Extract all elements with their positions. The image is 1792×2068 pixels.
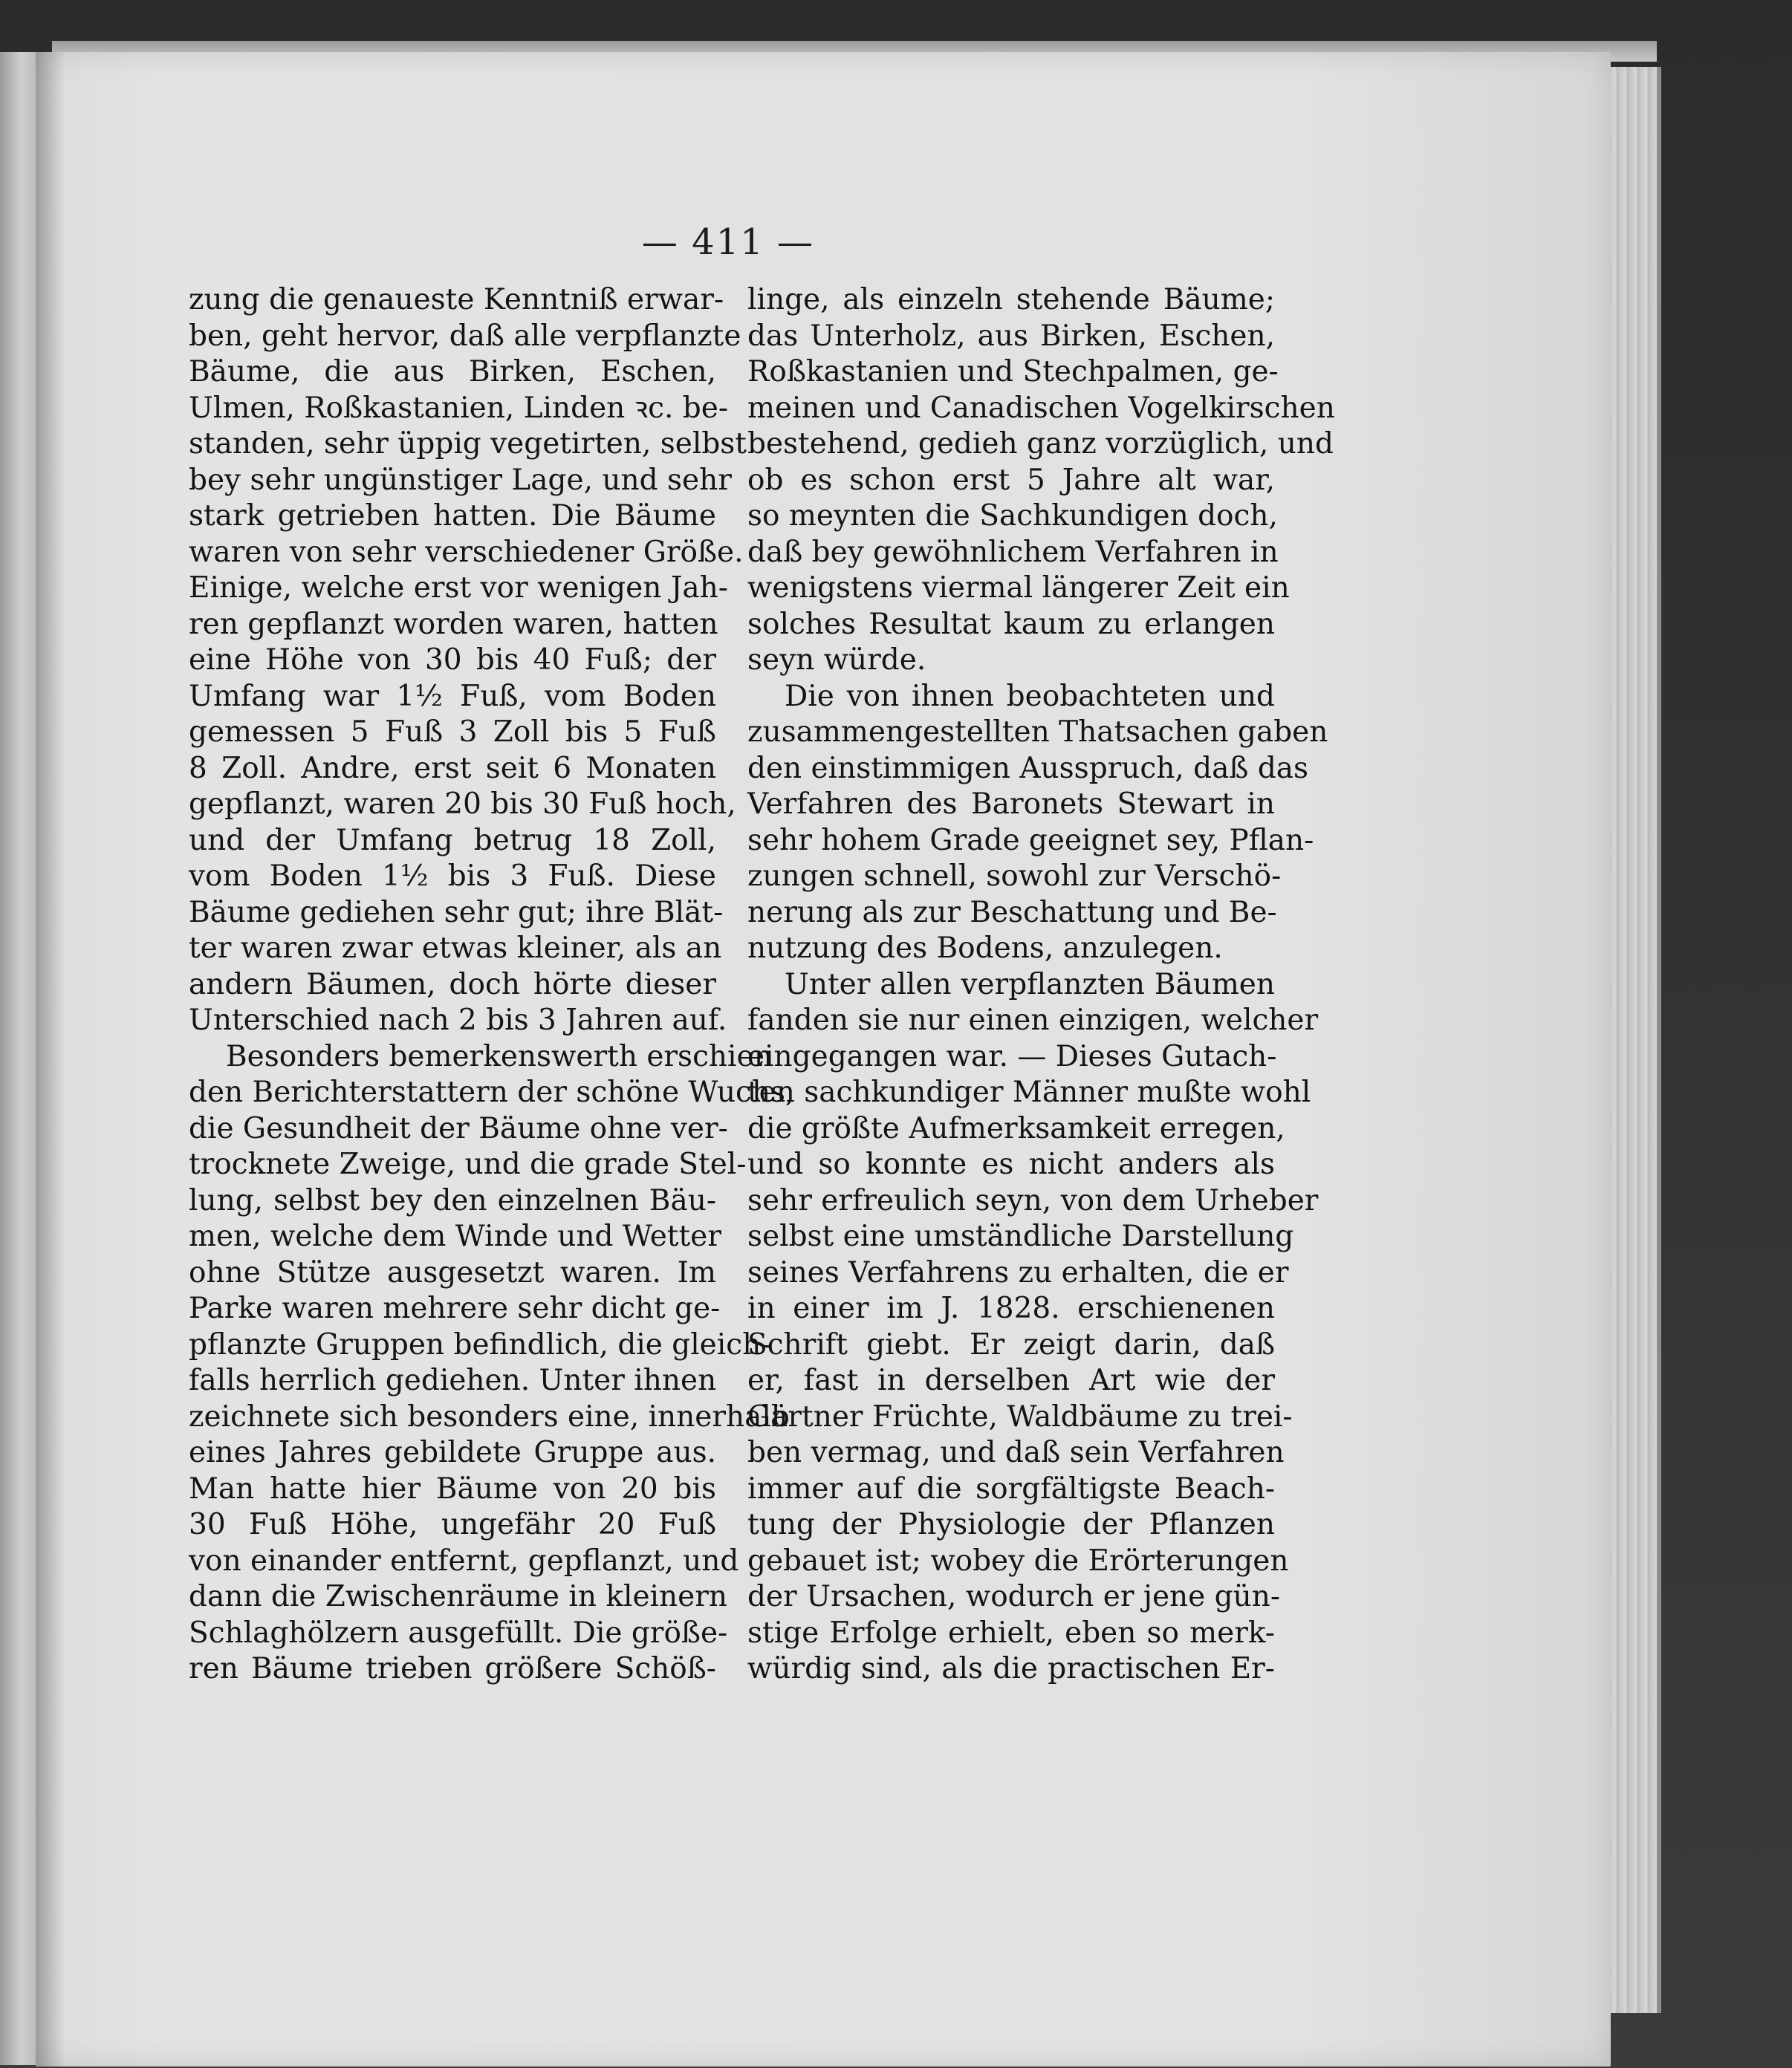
left-text-column [189, 282, 795, 1688]
text-line: so meynten die Sachkundigen doch, [747, 499, 1278, 533]
text-line: 30 Fuß Höhe, ungefähr 20 Fuß [189, 1508, 716, 1541]
text-line: sehr erfreulich seyn, von dem Urheber [747, 1183, 1319, 1217]
text-line: Die von ihnen beobachteten und [785, 679, 1275, 713]
text-line: ben vermag, und daß sein Verfahren [747, 1436, 1285, 1469]
text-line: waren von sehr verschiedener Größe. [189, 535, 744, 569]
gutter-shadow [36, 52, 65, 2067]
text-line: eines Jahres gebildete Gruppe aus. [189, 1436, 716, 1469]
text-line: linge, als einzeln stehende Bäume; [747, 283, 1275, 316]
text-line: Ulmen, Roßkastanien, Linden ꝛc. be- [189, 391, 729, 425]
text-line: ren Bäume trieben größere Schöß- [189, 1652, 716, 1685]
text-line: immer auf die sorgfältigste Beach- [747, 1472, 1275, 1506]
text-line: tung der Physiologie der Pflanzen [747, 1508, 1275, 1541]
text-line: Unterschied nach 2 bis 3 Jahren auf. [189, 1004, 727, 1037]
text-line: ob es schon erst 5 Jahre alt war, [747, 463, 1275, 497]
text-line: Man hatte hier Bäume von 20 bis [189, 1472, 716, 1506]
text-line: vom Boden 1½ bis 3 Fuß. Diese [189, 859, 716, 893]
text-line: Bäume, die aus Birken, Eschen, [189, 355, 716, 388]
text-line: gemessen 5 Fuß 3 Zoll bis 5 Fuß [189, 715, 716, 749]
text-line: Umfang war 1½ Fuß, vom Boden [189, 679, 716, 713]
text-line: standen, sehr üppig vegetirten, selbst [189, 427, 747, 461]
text-line: ter waren zwar etwas kleiner, als an [189, 931, 722, 965]
text-line: ten sachkundiger Männer mußte wohl [747, 1076, 1311, 1109]
text-line: solches Resultat kaum zu erlangen [747, 607, 1275, 641]
text-line: das Unterholz, aus Birken, Eschen, [747, 319, 1275, 353]
text-line: Roßkastanien und Stechpalmen, ge- [747, 355, 1279, 388]
text-line: eingegangen war. — Dieses Gutach- [747, 1039, 1277, 1073]
text-line: lung, selbst bey den einzelnen Bäu- [189, 1183, 716, 1217]
text-line: er, fast in derselben Art wie der [747, 1364, 1275, 1397]
text-line: Schlaghölzern ausgefüllt. Die größe- [189, 1616, 728, 1650]
text-line: gebauet ist; wobey die Erörterungen [747, 1544, 1289, 1578]
text-line: gepflanzt, waren 20 bis 30 Fuß hoch, [189, 787, 736, 821]
text-line: eine Höhe von 30 bis 40 Fuß; der [189, 643, 716, 677]
text-line: Unter allen verpflanzten Bäumen [785, 967, 1275, 1001]
text-line: Schrift giebt. Er zeigt darin, daß [747, 1327, 1275, 1362]
text-line: und so konnte es nicht anders als [747, 1148, 1275, 1181]
text-line: selbst eine umständliche Darstellung [747, 1220, 1294, 1253]
text-line: zung die genaueste Kenntniß erwar- [189, 283, 724, 316]
text-line: men, welche dem Winde und Wetter [189, 1220, 721, 1253]
text-line: Bäume gediehen sehr gut; ihre Blät- [189, 895, 724, 929]
text-line: wenigstens viermal längerer Zeit ein [747, 571, 1290, 605]
text-line: ren gepflanzt worden waren, hatten [189, 607, 718, 641]
text-line: würdig sind, als die practischen Er- [747, 1652, 1275, 1685]
text-line: zeichnete sich besonders eine, innerhalb [189, 1399, 790, 1434]
text-line: die größte Aufmerksamkeit erregen, [747, 1111, 1285, 1145]
text-line: bey sehr ungünstiger Lage, und sehr [189, 463, 732, 497]
text-line: zusammengestellten Thatsachen gaben [747, 715, 1328, 749]
page-stack-right-edge [1611, 67, 1661, 2013]
text-line: zungen schnell, sowohl zur Verschö- [747, 859, 1282, 893]
text-line: 8 Zoll. Andre, erst seit 6 Monaten [189, 751, 716, 785]
text-line: die Gesundheit der Bäume ohne ver- [189, 1111, 728, 1145]
text-line: sehr hohem Grade geeignet sey, Pflan- [747, 823, 1314, 857]
text-line: seyn würde. [747, 643, 926, 677]
text-line: meinen und Canadischen Vogelkirschen [747, 391, 1335, 425]
right-text-column [747, 282, 1335, 1688]
text-line: pflanzte Gruppen befindlich, die gleich- [189, 1327, 771, 1362]
text-line: Parke waren mehrere sehr dicht ge- [189, 1292, 721, 1325]
text-line: Besonders bemerkenswerth erschien [226, 1039, 773, 1073]
text-line: dann die Zwischenräume in kleinern [189, 1580, 727, 1613]
text-line: der Ursachen, wodurch er jene gün- [747, 1580, 1281, 1613]
text-line: fanden sie nur einen einzigen, welcher [747, 1004, 1319, 1037]
text-line: seines Verfahrens zu erhalten, die er [747, 1255, 1289, 1290]
text-line: nutzung des Bodens, anzulegen. [747, 931, 1223, 965]
page-number: — 411 — [641, 221, 815, 263]
text-line: andern Bäumen, doch hörte dieser [189, 967, 716, 1001]
text-line: und der Umfang betrug 18 Zoll, [189, 823, 716, 857]
text-line: in einer im J. 1828. erschienenen [747, 1292, 1275, 1325]
text-line: daß bey gewöhnlichem Verfahren in [747, 535, 1279, 569]
text-line: den einstimmigen Ausspruch, daß das [747, 751, 1309, 785]
text-line: trocknete Zweige, und die grade Stel- [189, 1148, 747, 1181]
text-line: ben, geht hervor, daß alle verpflanzte [189, 319, 741, 353]
previous-page-edge [0, 52, 36, 2065]
text-line: stige Erfolge erhielt, eben so merk- [747, 1616, 1275, 1650]
text-line: ohne Stütze ausgesetzt waren. Im [189, 1255, 716, 1290]
text-line: Einige, welche erst vor wenigen Jah- [189, 571, 728, 605]
text-line: Gärtner Früchte, Waldbäume zu trei- [747, 1399, 1293, 1434]
text-line: nerung als zur Beschattung und Be- [747, 895, 1277, 929]
text-line: bestehend, gedieh ganz vorzüglich, und [747, 427, 1334, 461]
text-line: den Berichterstattern der schöne Wuchs, [189, 1076, 795, 1109]
text-line: Verfahren des Baronets Stewart in [747, 787, 1275, 821]
text-line: stark getrieben hatten. Die Bäume [189, 499, 716, 533]
text-line: von einander entfernt, gepflanzt, und [189, 1544, 739, 1578]
text-line: falls herrlich gediehen. Unter ihnen [189, 1364, 717, 1397]
